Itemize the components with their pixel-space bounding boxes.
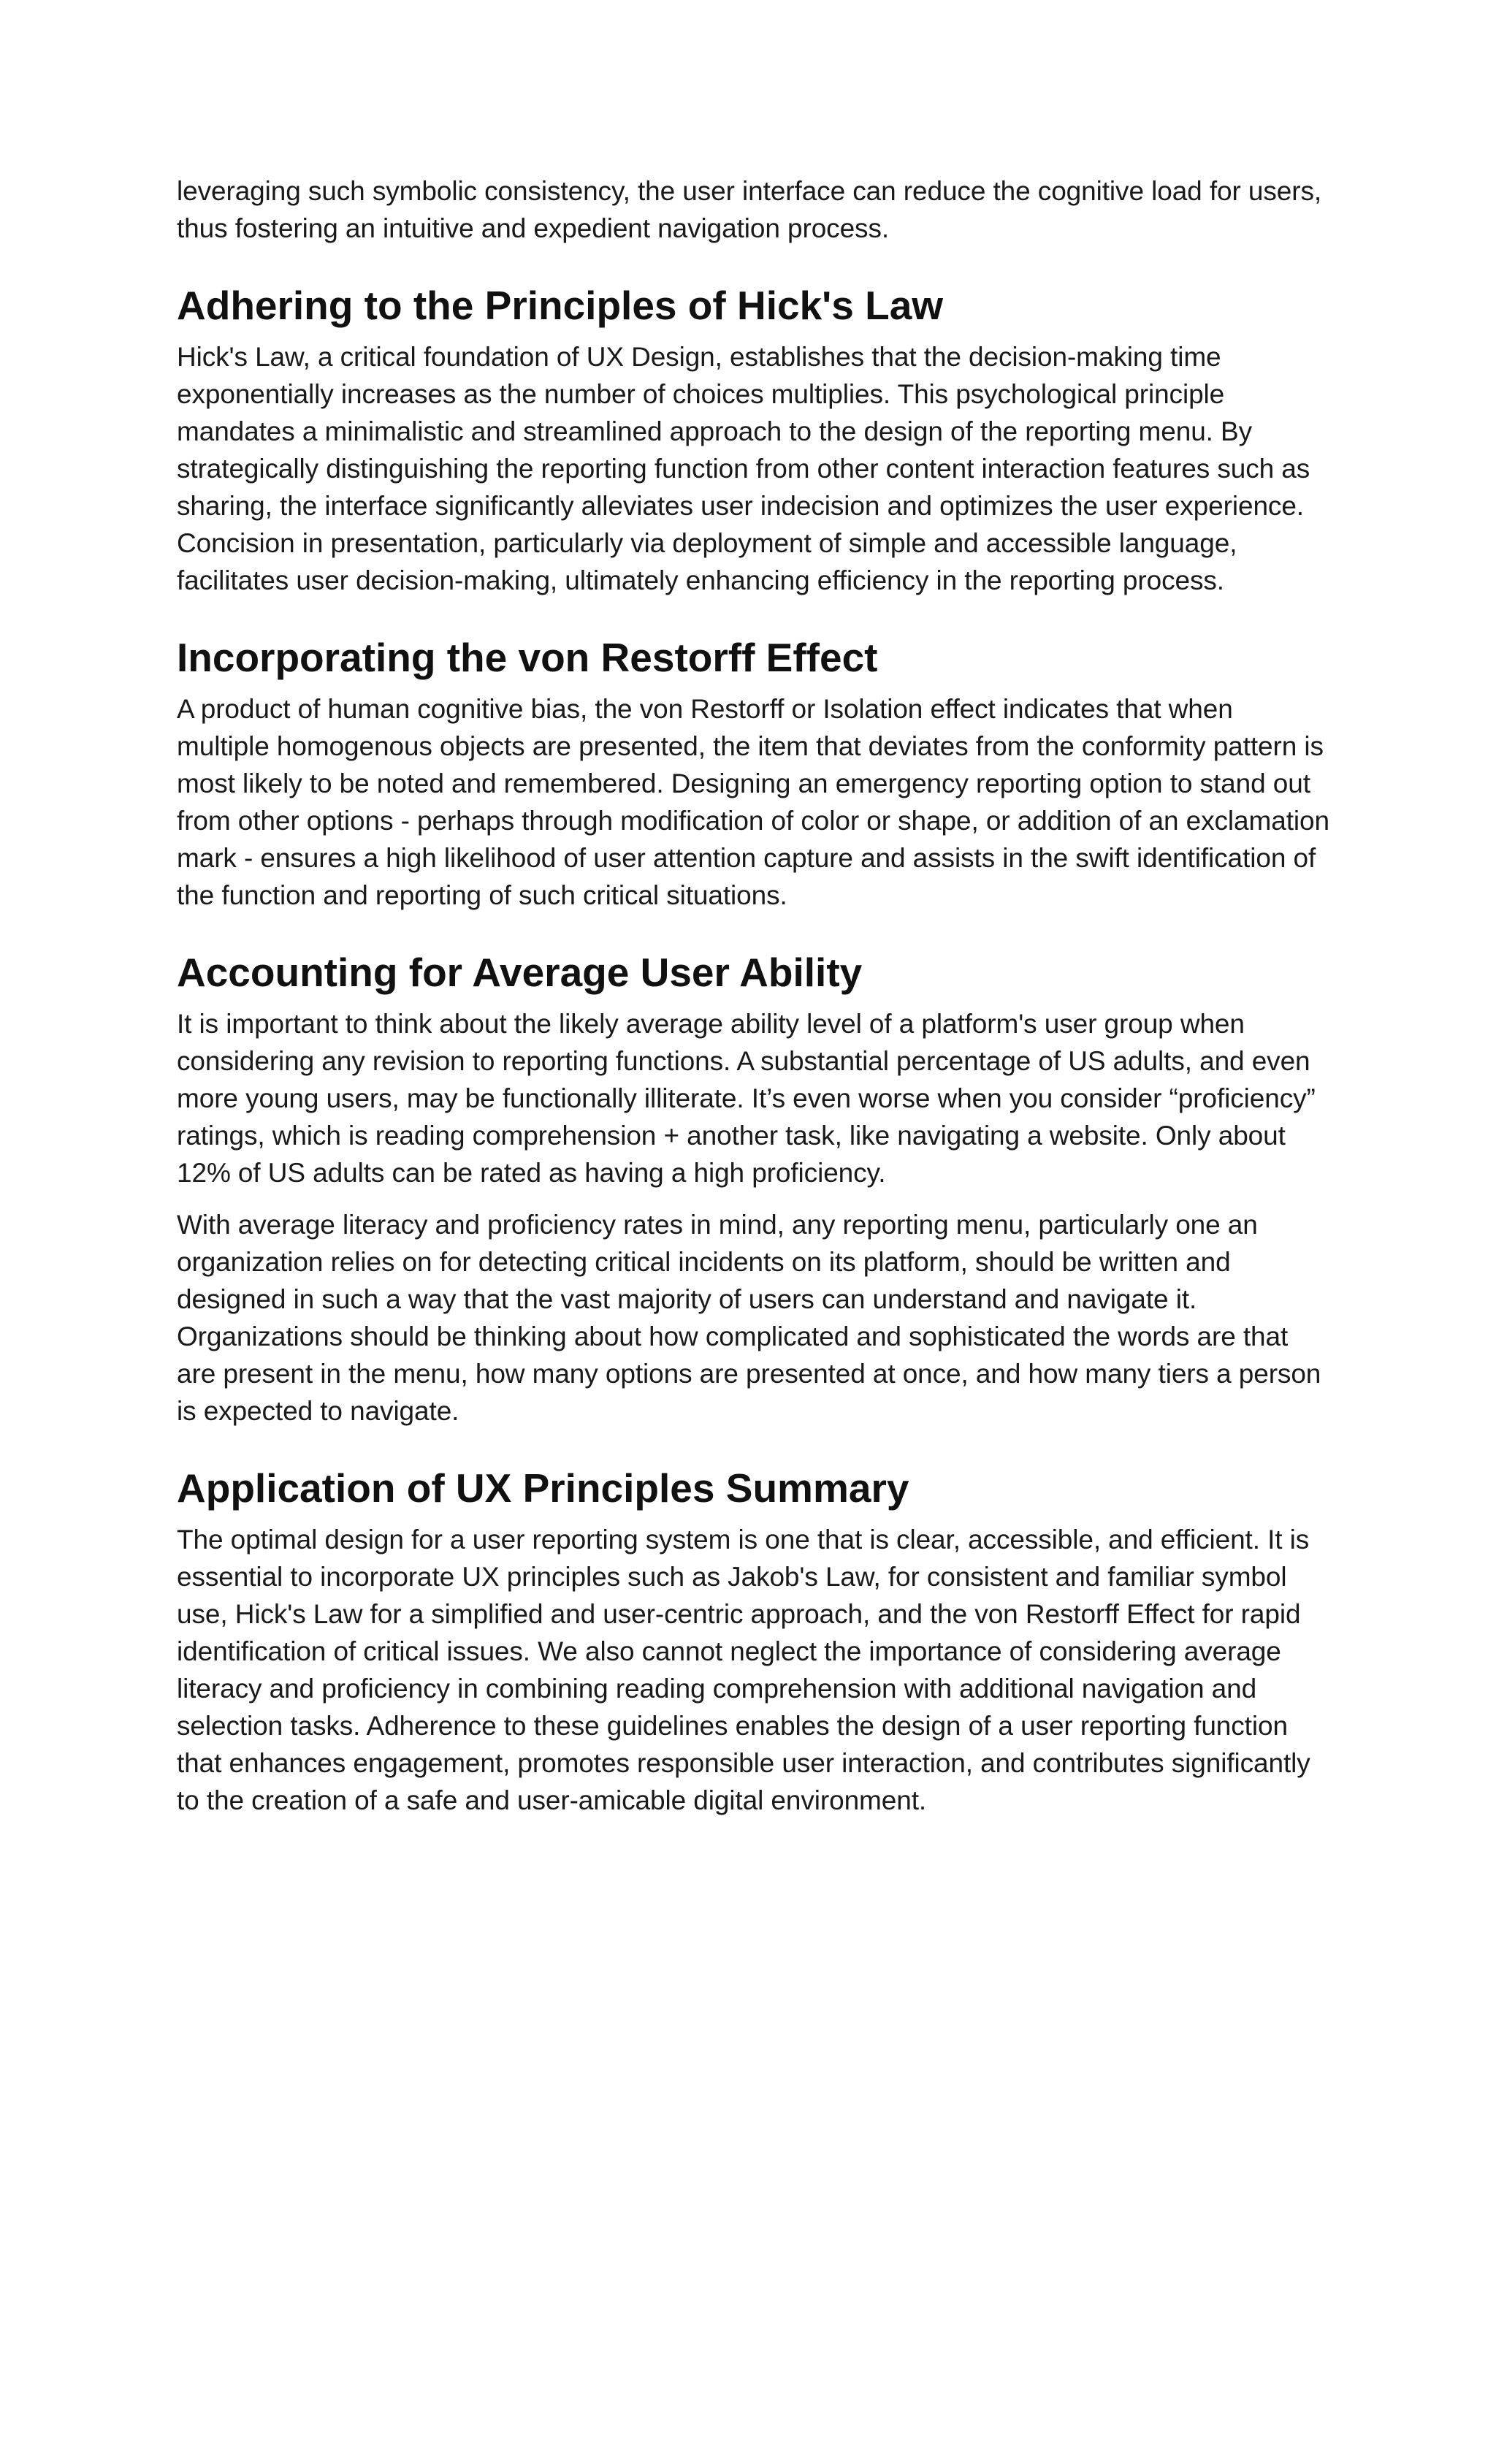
section-paragraph-user-ability-1: It is important to think about the likely average ability level of a platform's user group when considering any revision to reporting functions. A substantial percentage of US adults, and even more young users, may be functionally illiterate. It’s even worse when you consider “proficiency” ratings, which is reading comprehension + another task, like navigating a website. Only about 12% of US adults can be rated as having a high proficiency. [177,1009,1316,1188]
section-paragraph-user-ability-2: With average literacy and proficiency rates in mind, any reporting menu, particularly one an organization relies on for detecting critical incidents on its platform, should be written and designed in such a way that the vast majority of users can understand and navigate it. Organizations should be thinking about how complicated and sophisticated the words are that are present in the menu, how many options are presented at once, and how many tiers a person is expected to navigate. [177,1210,1321,1426]
document-page [177,172,1331,1819]
section-paragraph-hicks-law: Hick's Law, a critical foundation of UX Design, establishes that the decision-making time exponentially increases as the number of choices multiplies. This psychological principle mandates a minimalistic and streamlined approach to the design of the reporting menu. By strategically distinguishing the reporting function from other content interaction features such as sharing, the interface significantly alleviates user indecision and optimizes the user experience. Concision in presentation, particularly via deployment of simple and accessible language, facilitates user decision-making, ultimately enhancing efficiency in the reporting process. [177,342,1310,595]
section-heading-hicks-law: Adhering to the Principles of Hick's Law [177,283,944,328]
section-heading-summary: Application of UX Principles Summary [177,1465,909,1511]
section-heading-von-restorff: Incorporating the von Restorff Effect [177,635,878,680]
intro-paragraph: leveraging such symbolic consistency, the user interface can reduce the cognitive load for users, thus fostering an intuitive and expedient navigation process. [177,176,1322,243]
section-paragraph-summary: The optimal design for a user reporting system is one that is clear, accessible, and efficient. It is essential to incorporate UX principles such as Jakob's Law, for consistent and familiar symbol use, Hick's Law for a simplified and user-centric approach, and the von Restorff Effect for rapid identification of critical issues. We also cannot neglect the importance of considering average literacy and proficiency in combining reading comprehension with additional navigation and selection tasks. Adherence to these guidelines enables the design of a user reporting function that enhances engagement, promotes responsible user interaction, and contributes significantly to the creation of a safe and user-amicable digital environment. [177,1525,1310,1815]
section-heading-user-ability: Accounting for Average User Ability [177,950,863,995]
section-paragraph-von-restorff: A product of human cognitive bias, the von Restorff or Isolation effect indicates that when multiple homogenous objects are presented, the item that deviates from the conformity pattern is most likely to be noted and remembered. Designing an emergency reporting option to stand out from other options - perhaps through modification of color or shape, or addition of an exclamation mark - ensures a high likelihood of user attention capture and assists in the swift identification of the function and reporting of such critical situations. [177,694,1329,910]
